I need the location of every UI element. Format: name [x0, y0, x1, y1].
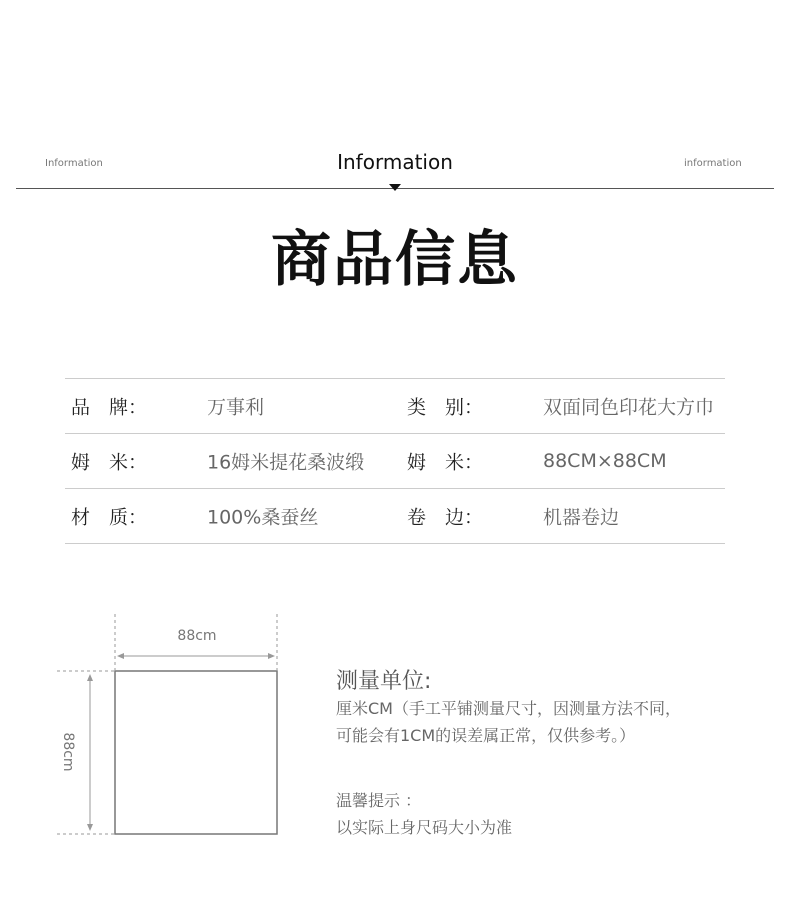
header-right-label: information: [684, 158, 742, 169]
width-arrow-right-icon: [268, 653, 275, 659]
header-center-label: Information: [337, 150, 453, 174]
width-arrow-left-icon: [117, 653, 124, 659]
brand-label: 品 牌：: [71, 396, 148, 419]
tip-text: 以实际上身尺码大小为准: [336, 818, 513, 837]
measure-title: 测量单位:: [336, 669, 432, 694]
size-label: 姆 米：: [407, 451, 484, 474]
page-title: 商品信息: [271, 225, 519, 295]
hem-label: 卷 边：: [407, 506, 484, 529]
material-value: 100%桑蚕丝: [207, 506, 319, 529]
product-info-table: [65, 378, 725, 544]
brand-value: 万事利: [207, 396, 265, 419]
category-label: 类 别：: [407, 396, 484, 419]
height-arrow-down-icon: [87, 824, 93, 831]
size-value: 88CM×88CM: [543, 450, 667, 472]
table-row: [65, 379, 725, 434]
height-arrow-up-icon: [87, 674, 93, 681]
measure-note-line2: 可能会有1CM的误差属正常，仅供参考。）: [336, 726, 636, 745]
table-row: [65, 489, 725, 544]
tip-title: 温馨提示 ：: [336, 791, 422, 810]
momme-value: 16姆米提花桑波缎: [207, 451, 365, 474]
material-label: 材 质：: [71, 506, 148, 529]
down-arrow-icon: [389, 184, 401, 191]
width-label: 88cm: [177, 628, 217, 644]
category-value: 双面同色印花大方巾: [543, 396, 715, 419]
height-label: 88cm: [60, 732, 76, 772]
momme-label: 姆 米：: [71, 451, 148, 474]
header-left-label: Information: [45, 158, 103, 169]
hem-value: 机器卷边: [543, 506, 620, 529]
table-row: [65, 434, 725, 489]
measure-note-line1: 厘米CM（手工平铺测量尺寸，因测量方法不同，: [336, 699, 681, 718]
scarf-outline: [115, 671, 277, 834]
